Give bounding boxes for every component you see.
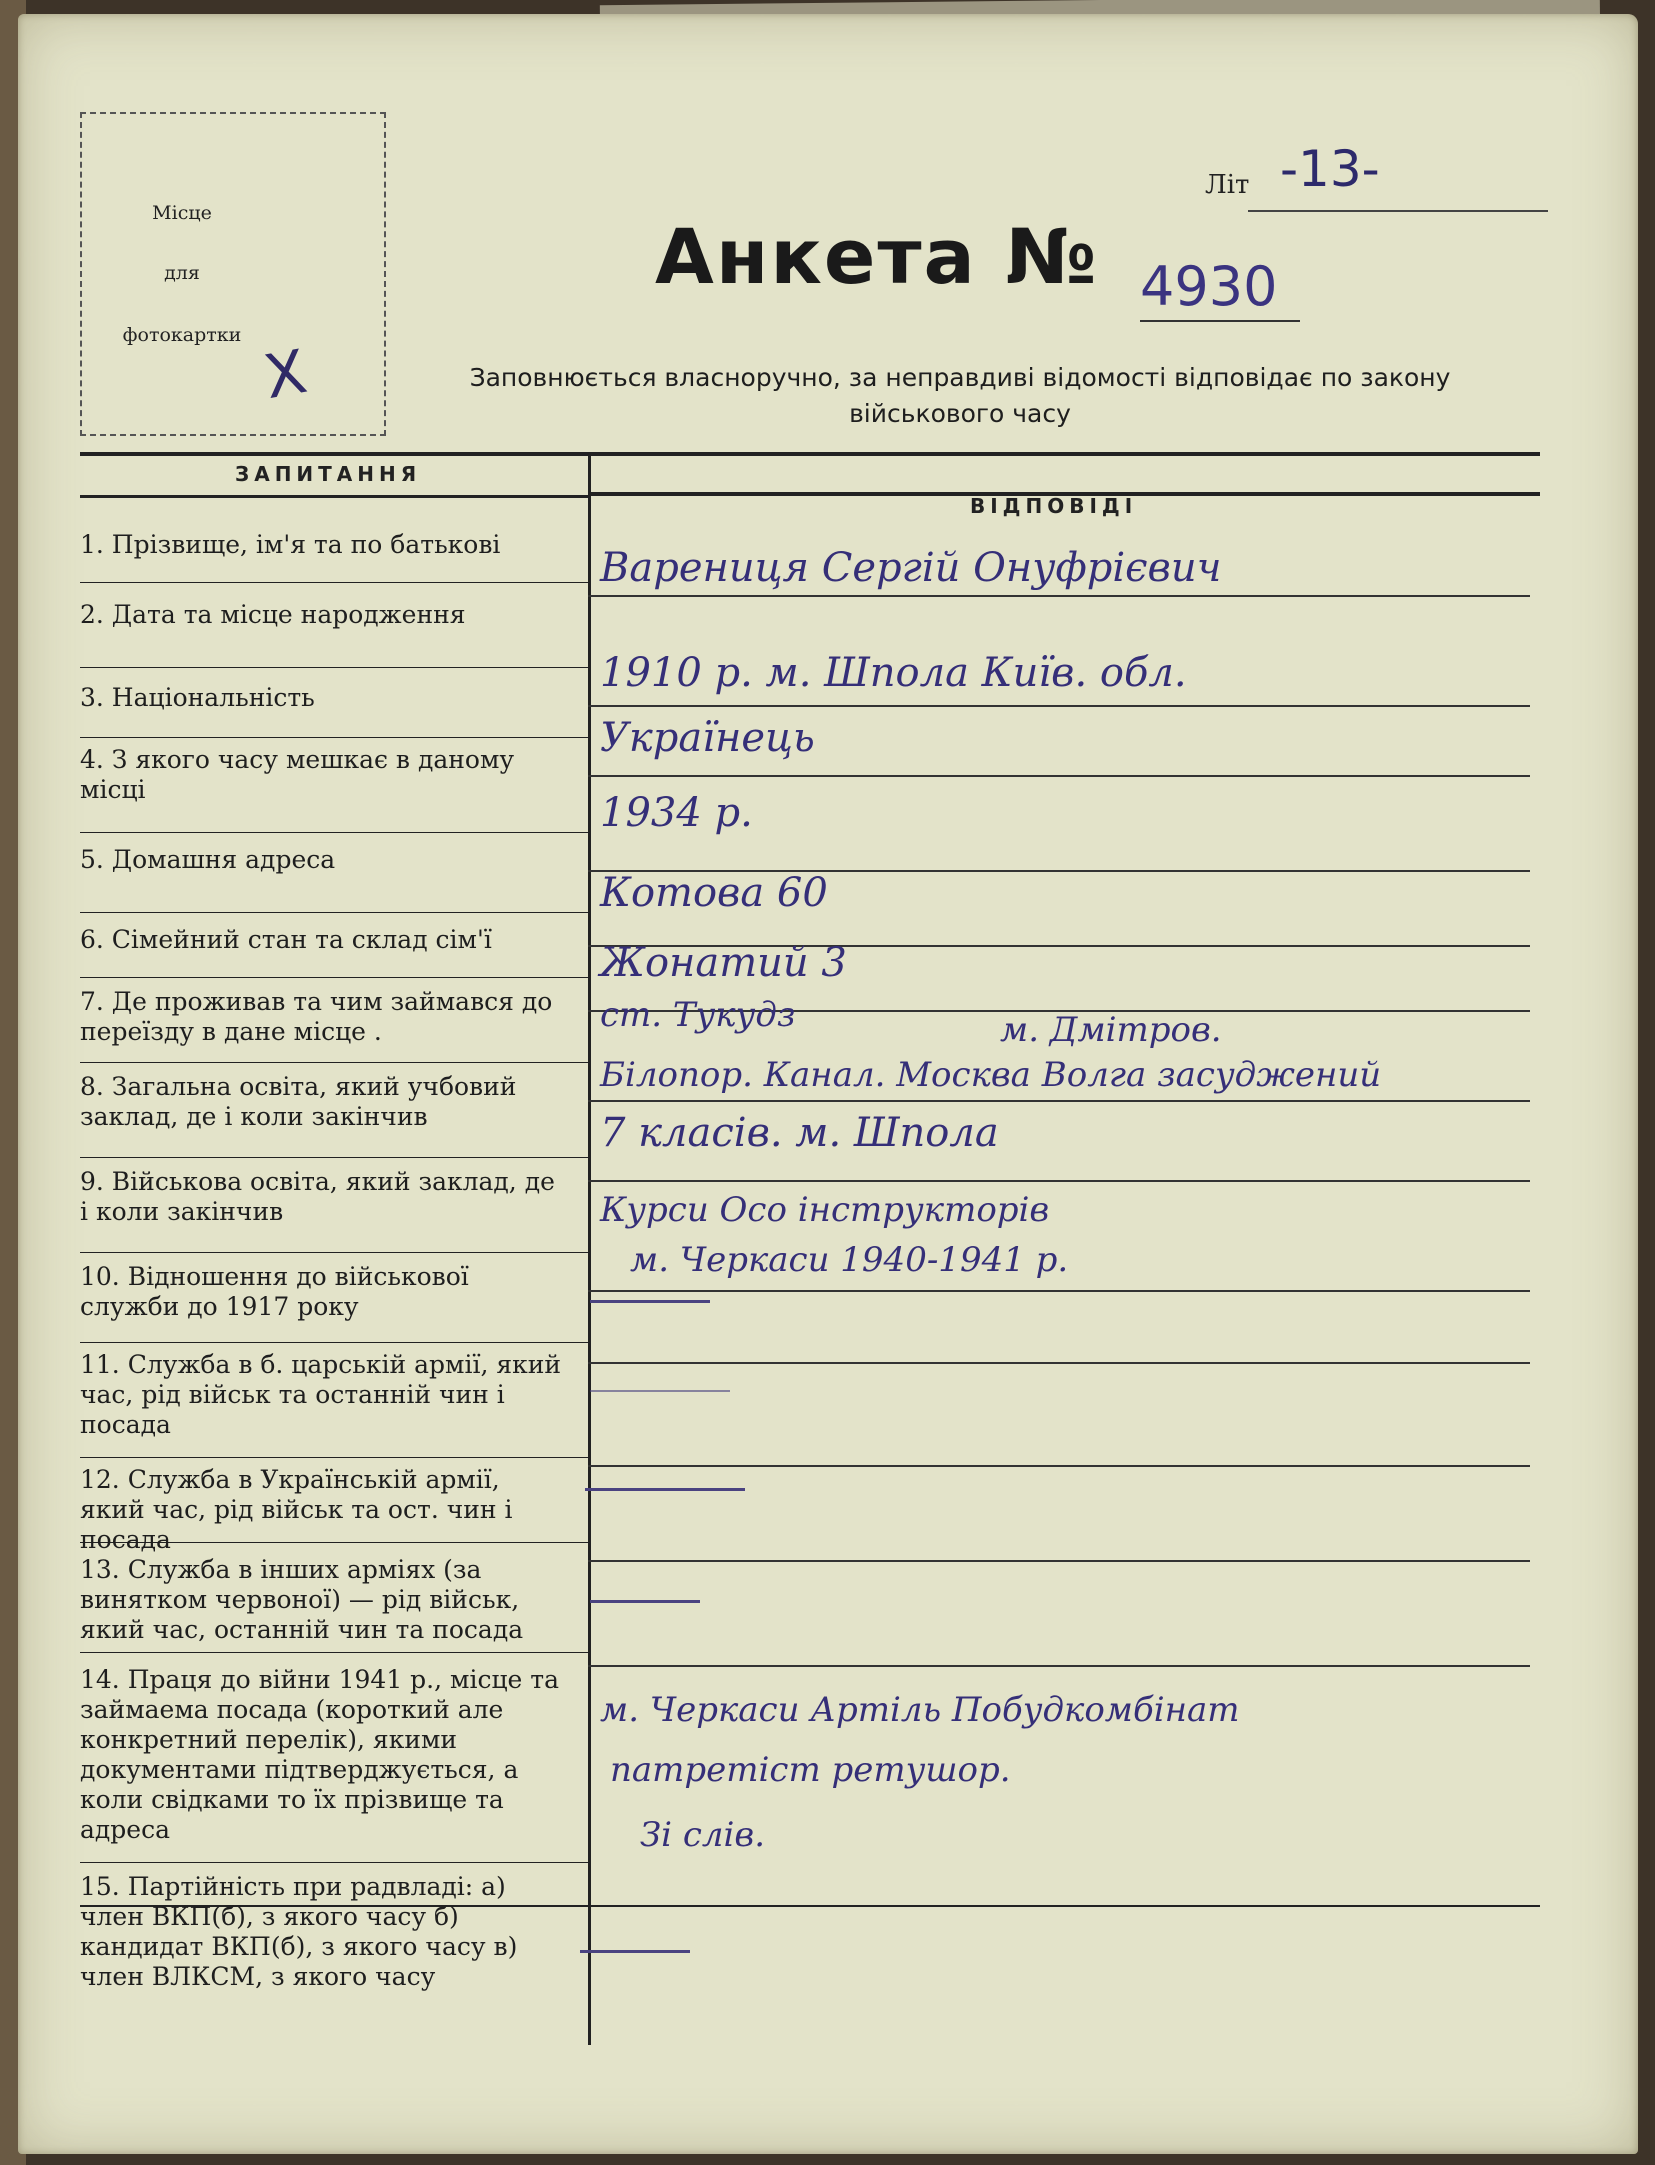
answer-line (588, 1665, 1530, 1667)
photo-label-line3: фотокартки (122, 324, 242, 346)
row-separator (80, 582, 588, 583)
column-header-questions: ЗАПИТАННЯ (235, 462, 422, 486)
answer-14-line2: патретіст ретушор. (610, 1750, 1011, 1790)
answer-4: 1934 р. (600, 790, 753, 836)
answer-14-line3: Зі слів. (640, 1815, 766, 1855)
row-separator (80, 737, 588, 738)
question-10: 10. Відношення до військової служби до 1917 року (80, 1262, 469, 1321)
photo-label-line2: для (164, 262, 200, 284)
answer-5: Котова 60 (600, 870, 828, 916)
subtitle (410, 360, 1510, 432)
question-14: 14. Праця до війни 1941 р., місце та займаема посада (короткий але конкретний перелік), якими документами підтверджується, а коли свідками то їх прізвище та адреса (80, 1665, 560, 1844)
empty-answer-dash-15 (580, 1950, 690, 1953)
row-separator (80, 912, 588, 913)
row-separator (80, 832, 588, 833)
questionnaire-number: 4930 (1140, 255, 1278, 318)
table-top-rule (80, 452, 1540, 456)
question-13: 13. Служба в інших арміях (за винятком червоної) — рід військ, який час, останній чин та посада (80, 1555, 524, 1644)
answer-line (588, 1180, 1530, 1182)
photo-cross-mark: X (259, 336, 312, 414)
answer-9-line2: м. Черкаси 1940-1941 р. (630, 1240, 1069, 1280)
row-separator (80, 1252, 588, 1253)
number-underline (1140, 320, 1300, 322)
answer-1: Варениця Сергій Онуфрієвич (600, 545, 1222, 591)
question-4: 4. З якого часу мешкає в даному місці (80, 745, 515, 804)
empty-answer-dash-13 (590, 1600, 700, 1603)
question-7: 7. Де проживав та чим займався до переїзду в дане місце . (80, 987, 553, 1046)
question-12: 12. Служба в Українській армії, який час, рід військ та ост. чин і посада (80, 1465, 513, 1554)
subtitle-line1: Заповнюється власноручно, за неправдиві відомості відповідає по закону (469, 363, 1451, 392)
row-separator (80, 1062, 588, 1063)
questions-header-rule (80, 495, 588, 498)
answer-line (588, 705, 1530, 707)
answer-line (588, 1290, 1530, 1292)
empty-answer-dash-12 (585, 1488, 745, 1491)
question-8: 8. Загальна освіта, який учбовий заклад, де і коли закінчив (80, 1072, 517, 1131)
answer-7-line2: Білопор. Канал. Москва Волга засуджений (600, 1055, 1382, 1095)
answer-line (588, 775, 1530, 777)
answer-7-line1: ст. Тукудз (600, 995, 796, 1035)
row-separator (80, 1862, 588, 1863)
answer-14-line1: м. Черкаси Артіль Побудкомбінат (600, 1690, 1240, 1730)
photo-label-line1: Місце (152, 202, 212, 224)
answer-line (588, 1100, 1530, 1102)
answer-6: Жонатий 3 (600, 940, 847, 986)
lit-underline (1248, 210, 1548, 212)
row-separator (80, 977, 588, 978)
answer-line (588, 1560, 1530, 1562)
answer-9-line1: Курси Осо інструкторів (600, 1190, 1050, 1230)
empty-answer-dash-10 (590, 1300, 710, 1303)
subtitle-line2: військового часу (849, 399, 1071, 428)
answer-line (588, 1465, 1530, 1467)
page-title: Анкета № (655, 212, 1099, 301)
question-1: 1. Прізвище, ім'я та по батькові (80, 530, 501, 559)
question-5: 5. Домашня адреса (80, 845, 336, 874)
column-divider (588, 455, 591, 2045)
row-separator (80, 1157, 588, 1158)
row-separator (80, 1652, 588, 1653)
question-6: 6. Сімейний стан та склад сім'ї (80, 925, 492, 954)
lit-label: Літ (1205, 170, 1250, 200)
row-separator (80, 1457, 588, 1458)
row-separator (80, 667, 588, 668)
column-header-answers: ВІДПОВІДІ (970, 494, 1138, 518)
question-3: 3. Національність (80, 683, 315, 712)
answer-line (588, 595, 1530, 597)
answer-2: 1910 р. м. Шпола Київ. обл. (600, 650, 1187, 696)
row-separator (80, 1342, 588, 1343)
empty-answer-dash-11 (590, 1390, 730, 1392)
question-11: 11. Служба в б. царській армії, який час, рід військ та останній чин і посада (80, 1350, 562, 1439)
question-15: 15. Партійність при радвладі: а) член ВКП(б), з якого часу б) кандидат ВКП(б), з якого часу в) член ВЛКСМ, з якого часу (80, 1872, 518, 1991)
question-9: 9. Військова освіта, який заклад, де і коли закінчив (80, 1167, 555, 1226)
answer-7-line3: м. Дмітров. (1000, 1010, 1222, 1050)
question-2: 2. Дата та місце народження (80, 600, 466, 629)
answer-line (588, 1362, 1530, 1364)
photo-placeholder-box (80, 112, 386, 436)
answer-8: 7 класів. м. Шпола (600, 1110, 999, 1156)
answer-3: Українець (600, 715, 815, 761)
lit-value: -13- (1280, 140, 1380, 198)
